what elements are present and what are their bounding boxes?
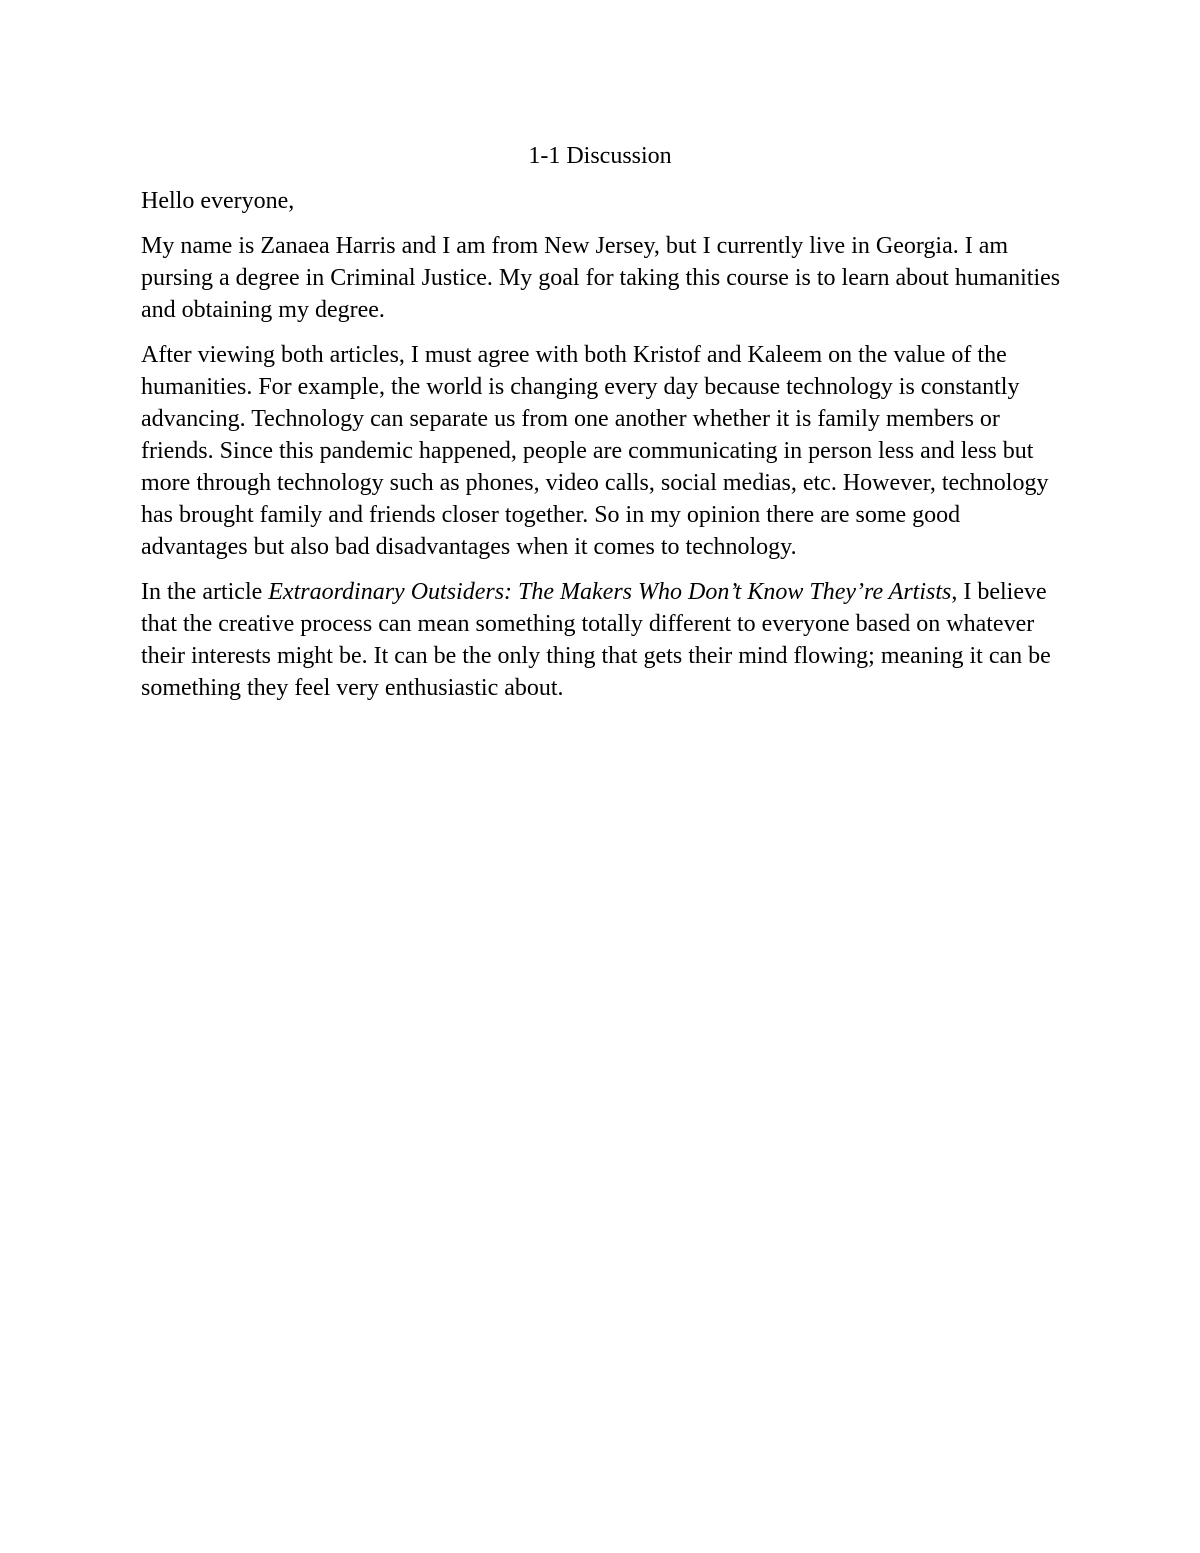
paragraph-article-rest: , I believe that the creative process can mean something totally different to everyone based on whatever their interests might be. It can be the only thing that gets their mind flowing; meaning it can be something they feel very enthusiastic about.	[141, 579, 1051, 701]
article-title: Extraordinary Outsiders: The Makers Who Don’t Know They’re Artists	[268, 579, 952, 605]
paragraph-article-lead: In the article	[141, 579, 269, 605]
document-title: 1-1 Discussion	[528, 143, 672, 169]
paragraph-humanities: After viewing both articles, I must agree with both Kristof and Kaleem on the value of the humanities. For example, the world is changing every day because technology is constantly advancing. Technology can separate us from one another whether it is family members or friends. Since this pandemic happened, people are communicating in person less and less but more through technology such as phones, video calls, social medias, etc. However, technology has brought family and friends closer together. So in my opinion there are some good advantages but also bad disadvantages when it comes to technology.	[141, 342, 1049, 560]
greeting: Hello everyone,	[141, 188, 295, 214]
paragraph-article	[141, 576, 1061, 704]
document-body	[141, 140, 1061, 717]
paragraph-introduction: My name is Zanaea Harris and I am from New Jersey, but I currently live in Georgia. I am pursing a degree in Criminal Justice. My goal for taking this course is to learn about humanities and obtaining my degree.	[141, 233, 1061, 323]
